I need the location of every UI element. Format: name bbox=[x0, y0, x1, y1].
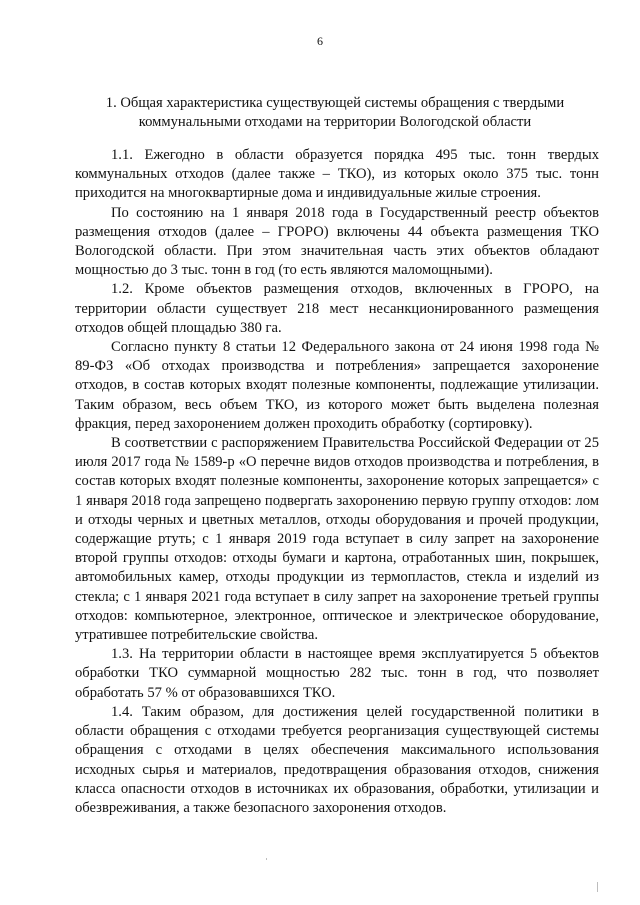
document-body bbox=[75, 146, 599, 818]
paragraph-government-order: В соответствии с распоряжением Правительства Российской Федерации от 25 июля 2017 года № 1589-р «О перечне видов отходов производства и потребления, в состав которых входят полезные компоненты, захоронение которых запрещается» с 1 января 2018 года запрещено подвергать захоронению первую группу отходов: лом и отходы черных и цветных металлов, отходы оборудования и прочей продукции, содержащие ртуть; с 1 января 2019 года вступает в силу запрет на захоронение второй группы отходов: отходы бумаги и картона, отработанных шин, покрышек, автомобильных камер, отходы продукции из термопластов, стекла и изделий из стекла; с 1 января 2021 года вступает в силу запрет на захоронение третьей группы отходов: компьютерное, электронное, оптическое и электрическое оборудование, утратившее потребительские свойства. bbox=[75, 435, 599, 644]
paragraph-groro-objects: По состоянию на 1 января 2018 года в Государственный реестр объектов размещения отходов (далее – ГРОРО) включены 44 объекта размещения ТКО Вологодской области. При этом значительная часть этих объектов обладают мощностью до 3 тыс. тонн в год (то есть являются маломощными). bbox=[75, 204, 599, 279]
paragraph-federal-law: Согласно пункту 8 статьи 12 Федерального закона от 24 июня 1998 года № 89-ФЗ «Об отходах производства и потребления» запрещается захоронение отходов, в состав которых входят полезные компоненты, подлежащие утилизации. Таким образом, весь объем ТКО, из которого может быть выделена полезная фракция, перед захоронением должен проходить обработку (сортировку). bbox=[75, 339, 599, 432]
section-heading: 1. Общая характеристика существующей системы обращения с твердыми коммунальными отходами на территории Вологодской области bbox=[105, 95, 565, 130]
scan-speck bbox=[266, 858, 267, 860]
paragraph-1-3: 1.3. На территории области в настоящее время эксплуатируется 5 объектов обработки ТКО суммарной мощностью 282 тыс. тонн в год, что позволяет обработать 57 % от образовавшихся ТКО. bbox=[75, 646, 599, 701]
paragraph-1-4: 1.4. Таким образом, для достижения целей государственной политики в области обращения с отходами требуется реорганизация существующей системы обращения с отходами в целях обеспечения максимального использования исходных сырья и материалов, предотвращения образования отходов, снижения класса опасности отходов в источниках их образования, обработки, утилизации и обезвреживания, а также безопасного захоронения отходов. bbox=[75, 703, 599, 816]
scan-edge-mark bbox=[597, 882, 598, 892]
page-number: 6 bbox=[317, 34, 323, 48]
paragraph-1-1: 1.1. Ежегодно в области образуется порядка 495 тыс. тонн твердых коммунальных отходов (далее также – ТКО), из которых около 375 тыс. тонн приходится на многоквартирные дома и индивидуальные жилые строения. bbox=[75, 147, 599, 202]
paragraph-1-2: 1.2. Кроме объектов размещения отходов, включенных в ГРОРО, на территории области существует 218 мест несанкционированного размещения отходов общей площадью 380 га. bbox=[75, 281, 599, 336]
